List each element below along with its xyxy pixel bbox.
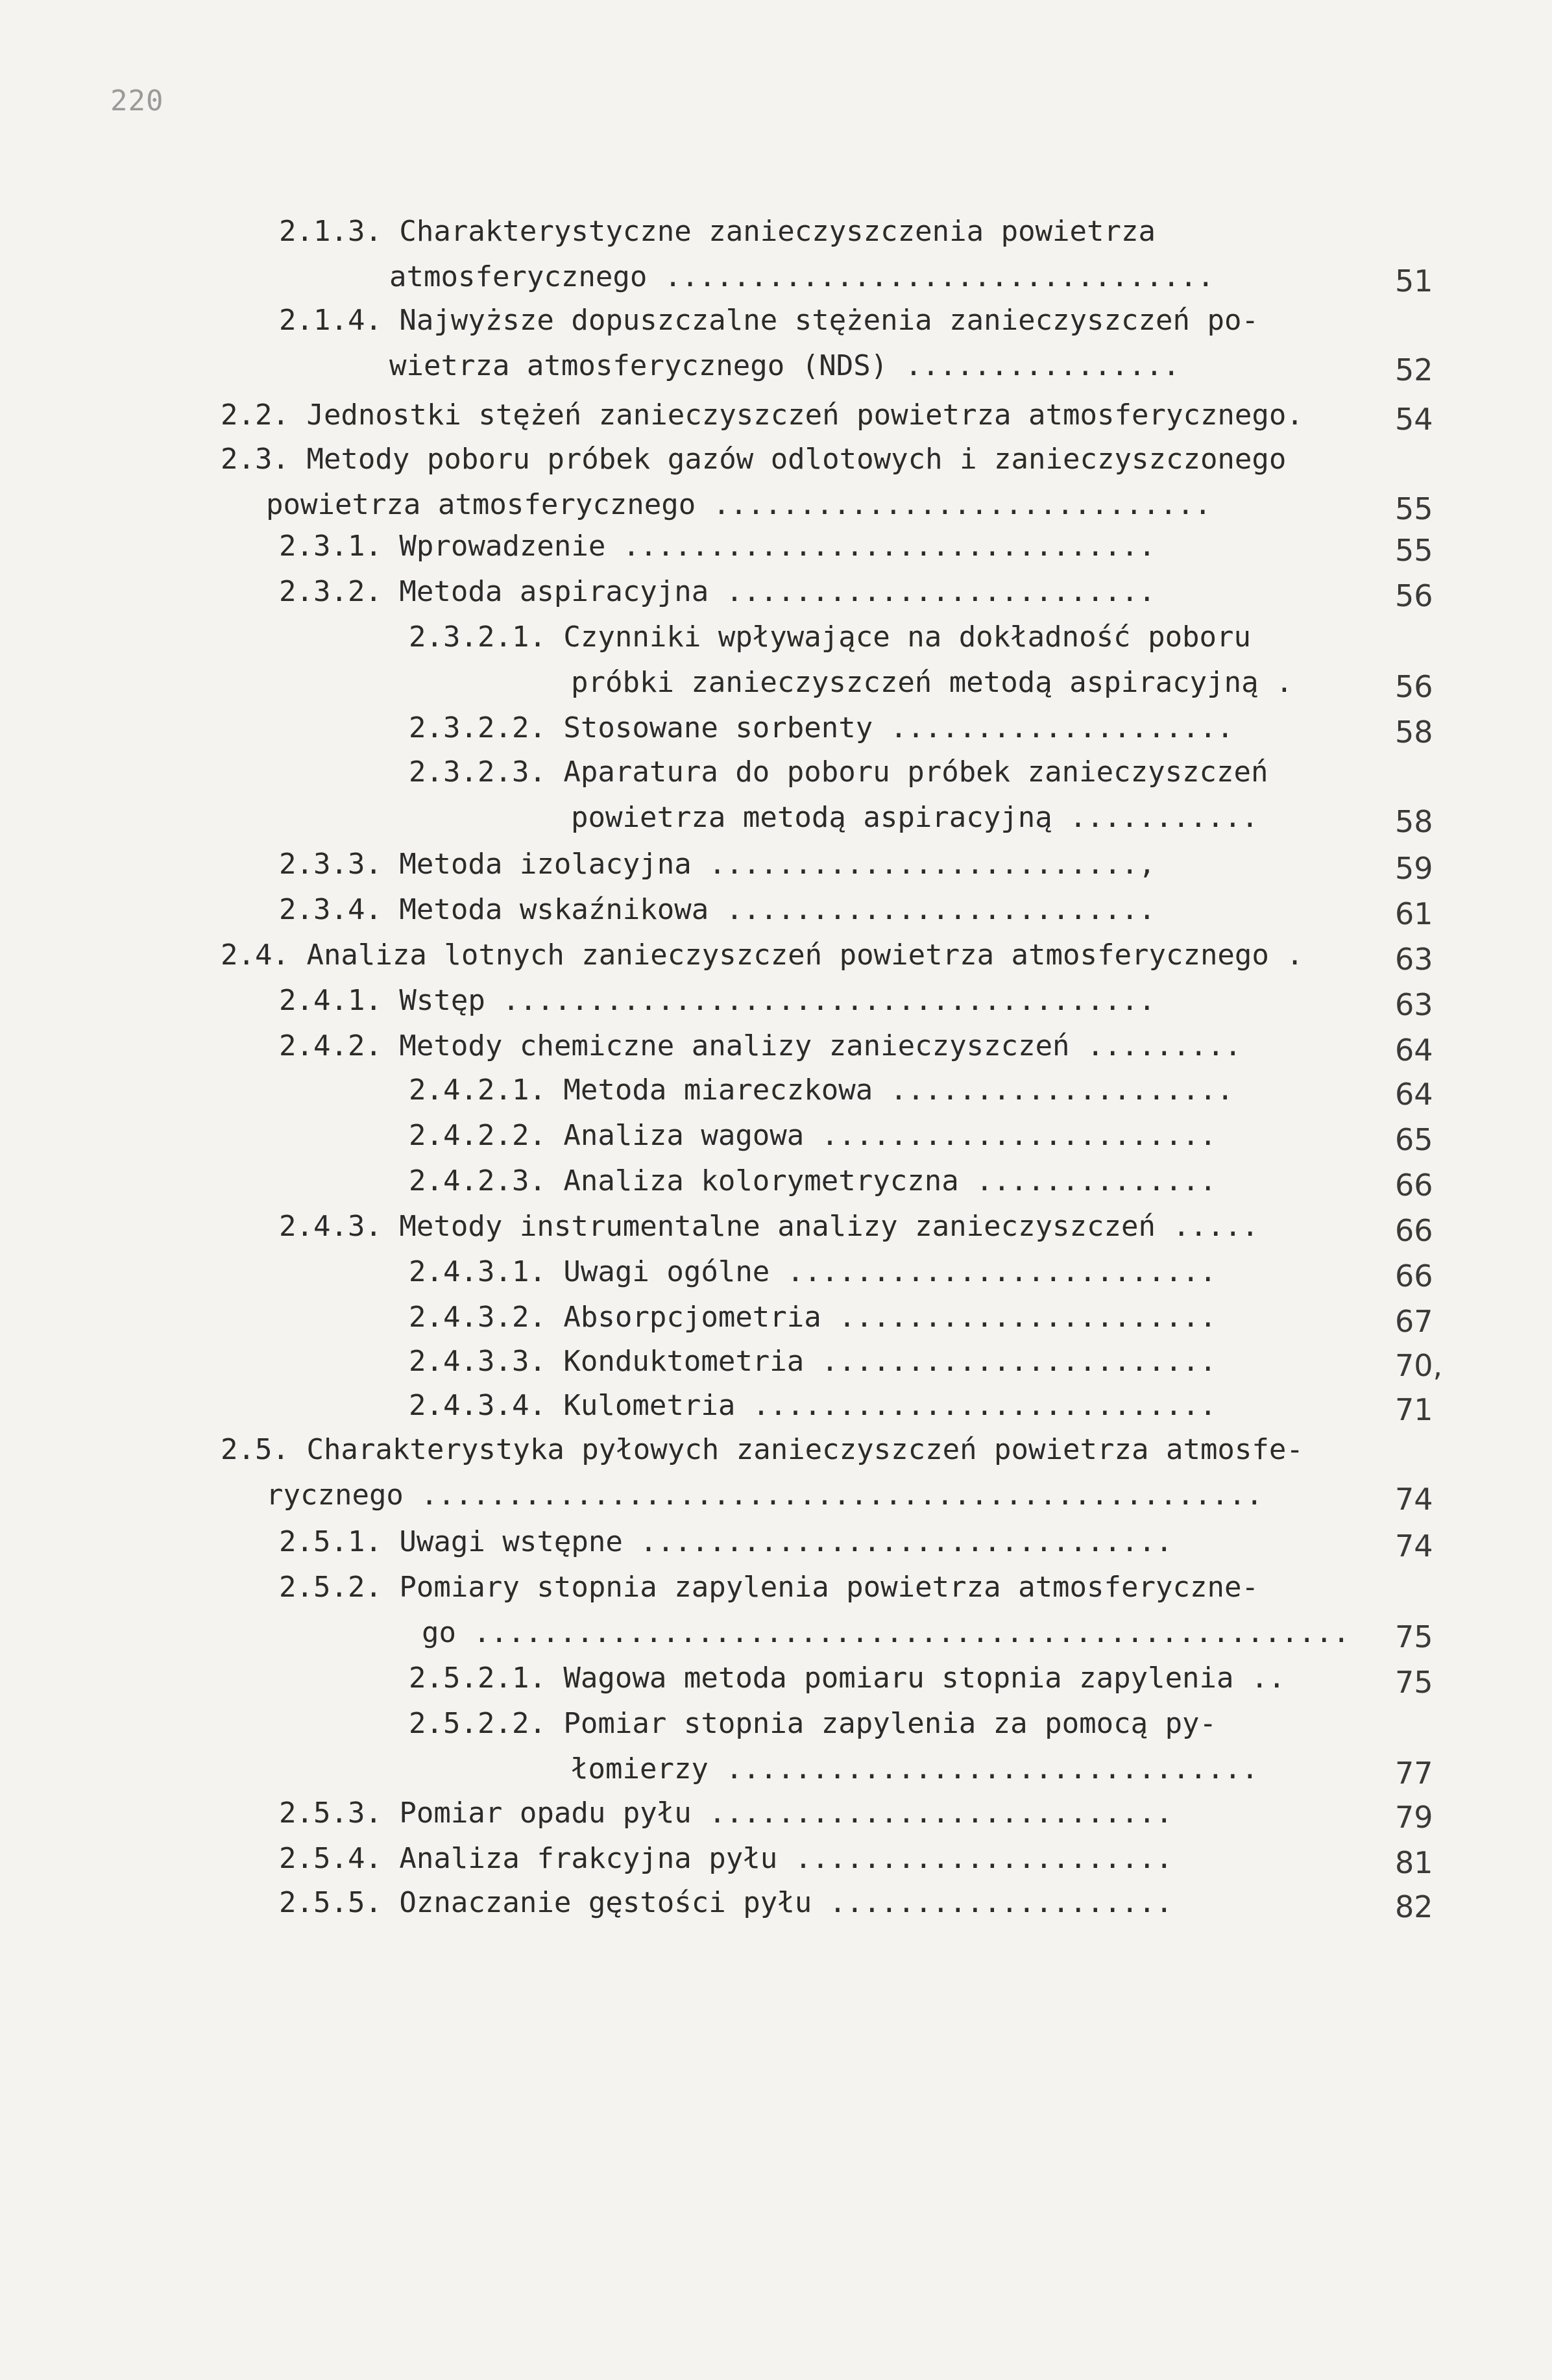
toc-entry: 2.3.1. Wprowadzenie ...............................	[279, 530, 1156, 563]
toc-entry-continuation: rycznego .................................................	[266, 1478, 1263, 1512]
toc-entry: 2.5. Charakterystyka pyłowych zanieczyszczeń powietrza atmosfe-	[221, 1433, 1303, 1466]
toc-page-number: 74	[1395, 1482, 1433, 1517]
toc-page-number: 61	[1395, 896, 1433, 931]
toc-entry: 2.5.5. Oznaczanie gęstości pyłu ....................	[279, 1886, 1173, 1919]
toc-entry: 2.1.4. Najwyższe dopuszczalne stężenia zanieczyszczeń po-	[279, 304, 1259, 337]
toc-entry: 2.4.3. Metody instrumentalne analizy zanieczyszczeń .....	[279, 1210, 1259, 1243]
toc-page-number: 63	[1395, 942, 1433, 977]
toc-entry: 2.5.2.2. Pomiar stopnia zapylenia za pomocą py-	[409, 1707, 1217, 1740]
toc-page-number: 67	[1395, 1304, 1433, 1339]
toc-page-number: 55	[1395, 491, 1433, 526]
toc-entry: 2.5.1. Uwagi wstępne ...............................	[279, 1525, 1173, 1558]
toc-entry: 2.4.3.2. Absorpcjometria ......................	[409, 1301, 1217, 1334]
toc-page-number: 74	[1395, 1528, 1433, 1564]
toc-page-number: 77	[1395, 1756, 1433, 1791]
toc-entry-continuation: powietrza atmosferycznego .............................	[266, 488, 1211, 521]
toc-page-number: 66	[1395, 1213, 1433, 1248]
toc-entry: 2.4.3.4. Kulometria ...........................	[409, 1389, 1217, 1422]
toc-entry: 2.2. Jednostki stężeń zanieczyszczeń powietrza atmosferycznego.	[221, 399, 1303, 432]
toc-entry: 2.4.3.1. Uwagi ogólne .........................	[409, 1255, 1217, 1288]
toc-entry: 2.5.3. Pomiar opadu pyłu ...........................	[279, 1797, 1173, 1830]
toc-entry-continuation: atmosferycznego ................................	[389, 260, 1215, 293]
toc-entry: 2.3. Metody poboru próbek gazów odlotowych i zanieczyszczonego	[221, 443, 1287, 476]
toc-entry: 2.1.3. Charakterystyczne zanieczyszczenia powietrza	[279, 215, 1156, 248]
toc-entry: 2.3.3. Metoda izolacyjna .........................,	[279, 848, 1156, 881]
toc-entry: 2.3.2. Metoda aspiracyjna .........................	[279, 575, 1156, 608]
toc-entry: 2.3.4. Metoda wskaźnikowa .........................	[279, 893, 1156, 926]
toc-entry: 2.4.1. Wstęp ......................................	[279, 984, 1156, 1017]
toc-entry: 2.4.2. Metody chemiczne analizy zanieczyszczeń .........	[279, 1029, 1242, 1062]
toc-entry: 2.4. Analiza lotnych zanieczyszczeń powietrza atmosferycznego .	[221, 939, 1303, 972]
page-number: 220	[110, 84, 164, 117]
toc-page-number: 54	[1395, 402, 1433, 437]
toc-entry-continuation: próbki zanieczyszczeń metodą aspiracyjną .	[571, 666, 1293, 699]
toc-page-number: 56	[1395, 578, 1433, 613]
toc-page-number: 64	[1395, 1033, 1433, 1068]
toc-entry: 2.5.2.1. Wagowa metoda pomiaru stopnia zapylenia ..	[409, 1662, 1286, 1695]
toc-page-number: 66	[1395, 1168, 1433, 1203]
toc-entry-continuation: łomierzy ...............................	[571, 1752, 1259, 1785]
toc-entry: 2.5.4. Analiza frakcyjna pyłu ......................	[279, 1842, 1173, 1875]
toc-entry: 2.4.2.3. Analiza kolorymetryczna ..............	[409, 1164, 1217, 1197]
toc-page-number: 70,	[1395, 1348, 1443, 1383]
toc-page-number: 81	[1395, 1845, 1433, 1880]
toc-page-number: 75	[1395, 1665, 1433, 1700]
toc-page-number: 59	[1395, 851, 1433, 886]
toc-page-number: 66	[1395, 1258, 1433, 1294]
toc-entry: 2.4.2.2. Analiza wagowa .......................	[409, 1119, 1217, 1152]
toc-entry: 2.4.3.3. Konduktometria .......................	[409, 1345, 1217, 1378]
toc-page-number: 56	[1395, 669, 1433, 704]
toc-page-number: 65	[1395, 1122, 1433, 1157]
toc-entry-continuation: powietrza metodą aspiracyjną ...........	[571, 801, 1259, 834]
toc-page-number: 71	[1395, 1392, 1433, 1427]
toc-page-number: 82	[1395, 1889, 1433, 1924]
toc-entry: 2.3.2.2. Stosowane sorbenty ....................	[409, 711, 1234, 744]
toc-page-number: 52	[1395, 352, 1433, 387]
toc-entry-continuation: go ...................................................	[422, 1616, 1350, 1649]
toc-page-number: 51	[1395, 264, 1433, 299]
toc-entry: 2.5.2. Pomiary stopnia zapylenia powietrza atmosferyczne-	[279, 1571, 1259, 1604]
toc-entry-continuation: wietrza atmosferycznego (NDS) ................	[389, 349, 1180, 382]
toc-page-number: 64	[1395, 1077, 1433, 1112]
toc-entry: 2.3.2.1. Czynniki wpływające na dokładność poboru	[409, 620, 1252, 654]
toc-page-number: 55	[1395, 533, 1433, 568]
toc-page-number: 63	[1395, 987, 1433, 1022]
toc-page-number: 58	[1395, 804, 1433, 839]
toc-entry: 2.4.2.1. Metoda miareczkowa ....................	[409, 1073, 1234, 1107]
toc-entry: 2.3.2.3. Aparatura do poboru próbek zanieczyszczeń	[409, 755, 1268, 789]
toc-page-number: 58	[1395, 715, 1433, 750]
toc-page-number: 79	[1395, 1800, 1433, 1835]
toc-page-number: 75	[1395, 1619, 1433, 1654]
